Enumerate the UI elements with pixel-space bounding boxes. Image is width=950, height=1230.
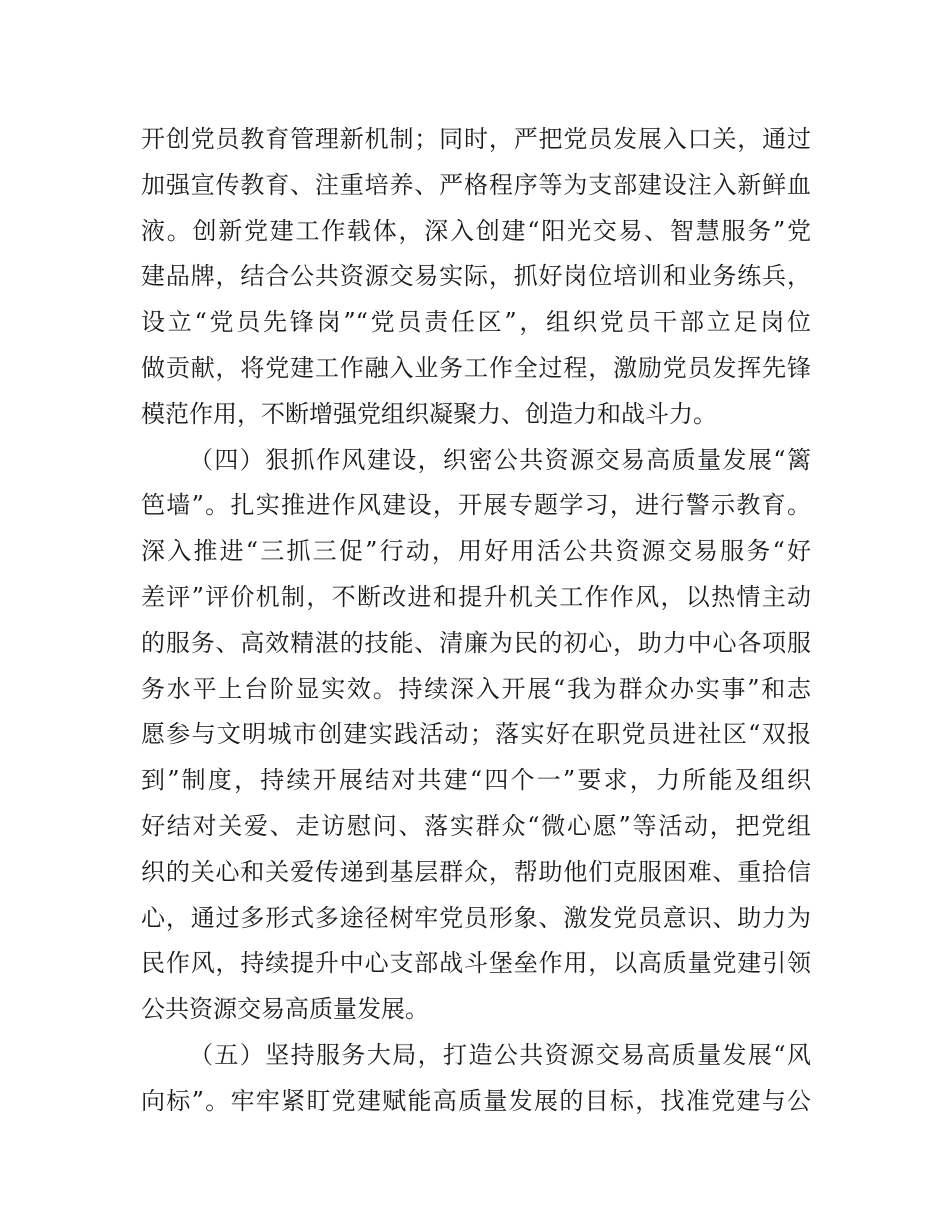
text-line: 加强宣传教育、注重培养、严格程序等为支部建设注入新鲜血	[141, 170, 811, 199]
text-line: 公共资源交易高质量发展。	[141, 995, 429, 1024]
text-line: 务水平上台阶显实效。持续深入开展“我为群众办实事”和志	[141, 674, 811, 703]
text-line: 模范作用，不断增强党组织凝聚力、创造力和战斗力。	[141, 399, 717, 428]
text-line: 建品牌，结合公共资源交易实际，抓好岗位培训和业务练兵，	[141, 262, 811, 291]
text-line: 民作风，持续提升中心支部战斗堡垒作用，以高质量党建引领	[141, 949, 811, 978]
body-text	[141, 117, 811, 1125]
text-line: 到”制度，持续开展结对共建“四个一”要求，力所能及组织	[141, 766, 811, 795]
text-line: 深入推进“三抓三促”行动，用好用活公共资源交易服务“好	[141, 537, 811, 566]
text-line: 织的关心和关爱传递到基层群众，帮助他们克服困难、重拾信	[141, 857, 811, 886]
paragraph-heading-line: （五）坚持服务大局，打造公共资源交易高质量发展“风	[189, 1040, 811, 1069]
paragraph-serve-overall	[141, 1033, 811, 1125]
text-line: 做贡献，将党建工作融入业务工作全过程，激励党员发挥先锋	[141, 353, 811, 382]
text-line: 心，通过多形式多途径树牢党员形象、激发党员意识、助力为	[141, 903, 811, 932]
text-line: 笆墙”。扎实推进作风建设，开展专题学习，进行警示教育。	[141, 491, 811, 520]
text-line: 的服务、高效精湛的技能、清廉为民的初心，助力中心各项服	[141, 628, 811, 657]
paragraph-heading-line: （四）狠抓作风建设，织密公共资源交易高质量发展“篱	[189, 445, 811, 474]
text-line: 液。创新党建工作载体，深入创建“阳光交易、智慧服务”党	[141, 216, 811, 245]
text-line: 设立“党员先锋岗”“党员责任区”，组织党员干部立足岗位	[141, 308, 811, 337]
text-line: 差评”评价机制，不断改进和提升机关工作作风，以热情主动	[141, 582, 811, 611]
text-line: 开创党员教育管理新机制；同时，严把党员发展入口关，通过	[141, 125, 811, 153]
paragraph-work-style	[141, 438, 811, 1033]
text-line: 愿参与文明城市创建实践活动；落实好在职党员进社区“双报	[141, 720, 811, 749]
text-line: 向标”。牢牢紧盯党建赋能高质量发展的目标，找准党建与公	[141, 1086, 811, 1115]
paragraph-party-education	[141, 117, 811, 438]
text-line: 好结对关爱、走访慰问、落实群众“微心愿”等活动，把党组	[141, 811, 811, 840]
